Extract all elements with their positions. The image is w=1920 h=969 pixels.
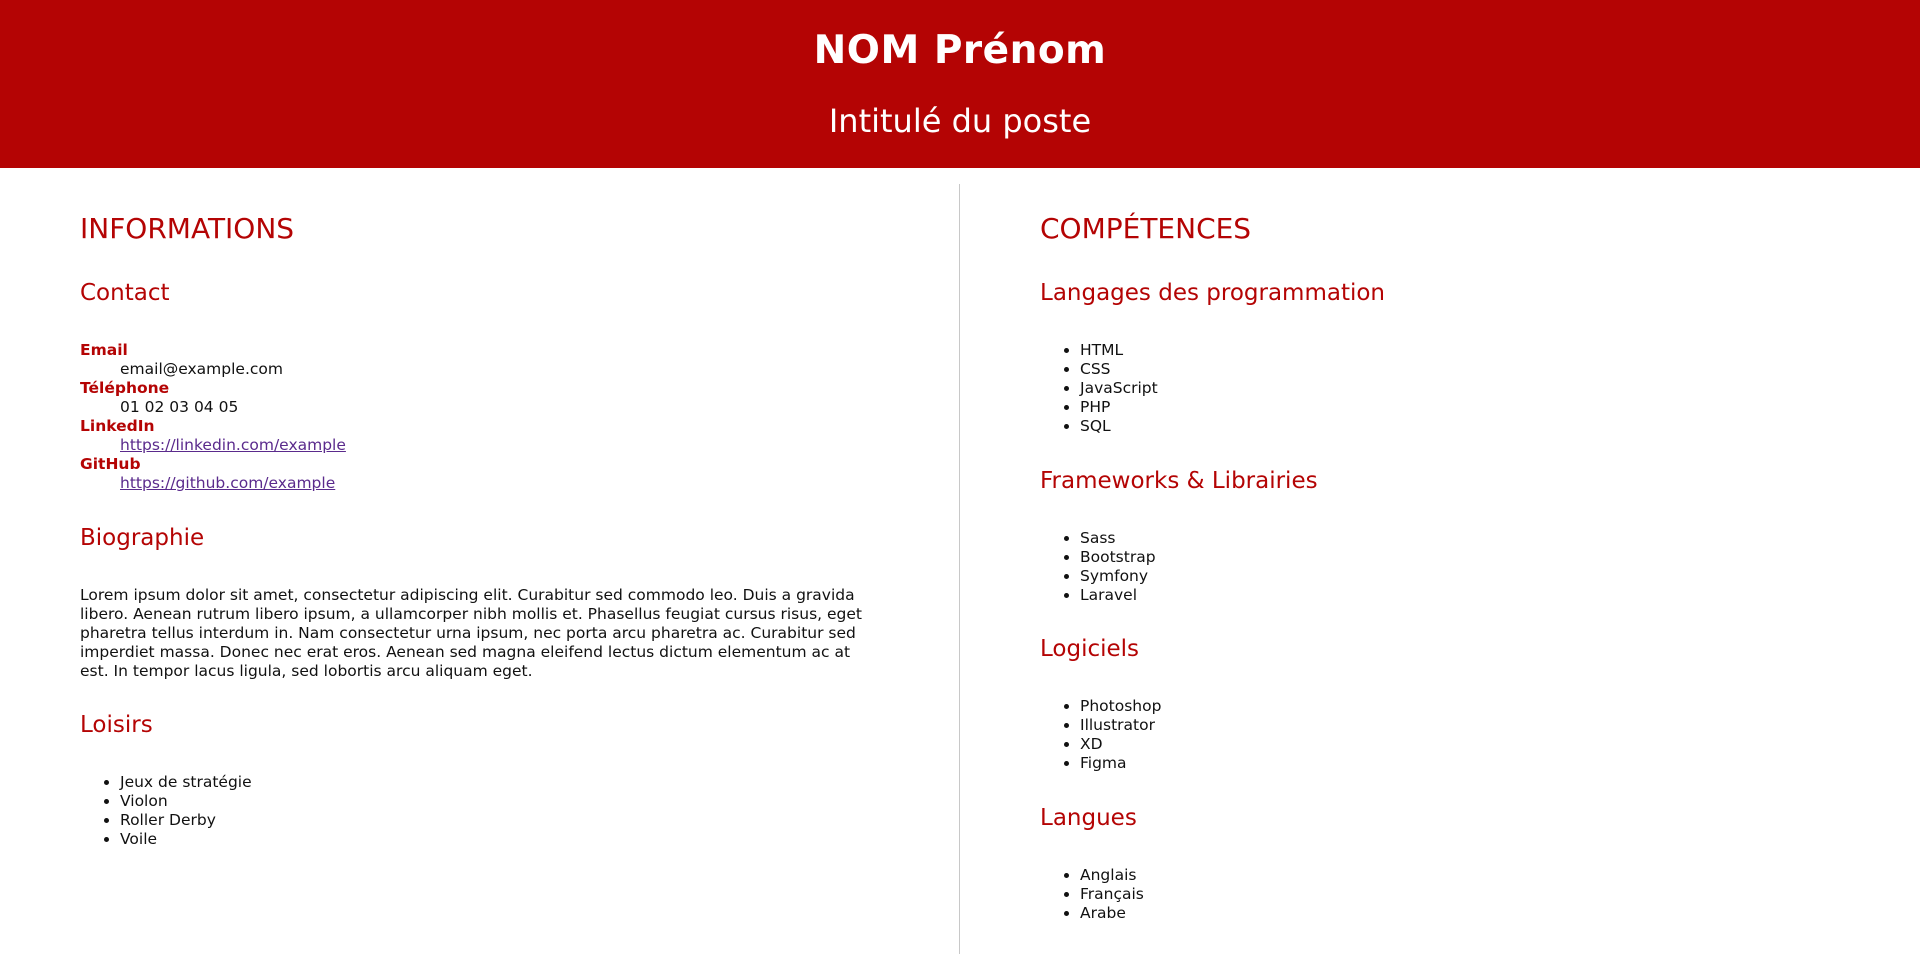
informations-title: INFORMATIONS bbox=[80, 212, 295, 245]
competences-title: COMPÉTENCES bbox=[1040, 212, 1252, 245]
frameworks-list bbox=[1040, 529, 1156, 605]
phone-value: 01 02 03 04 05 bbox=[120, 398, 239, 416]
list-item: • CSS bbox=[1080, 360, 1158, 379]
email-label: Email bbox=[80, 341, 128, 359]
list-item: • Jeux de stratégie bbox=[120, 773, 252, 792]
list-item: • Sass bbox=[1080, 529, 1156, 548]
list-item: • Voile bbox=[120, 830, 252, 849]
list-item: • Anglais bbox=[1080, 866, 1144, 885]
contact-title: Contact bbox=[80, 280, 170, 306]
list-item: • Illustrator bbox=[1080, 716, 1161, 735]
hobbies-list bbox=[80, 773, 252, 849]
linkedin-link[interactable]: https://linkedin.com/example bbox=[120, 436, 346, 454]
software-title: Logiciels bbox=[1040, 636, 1140, 662]
email-value: email@example.com bbox=[120, 360, 283, 378]
spoken-languages-title: Langues bbox=[1040, 805, 1137, 831]
github-label: GitHub bbox=[80, 455, 141, 473]
column-divider bbox=[959, 184, 960, 954]
list-item: • Roller Derby bbox=[120, 811, 252, 830]
contact-list bbox=[80, 341, 346, 493]
software-list bbox=[1040, 697, 1161, 773]
github-item bbox=[120, 474, 346, 493]
job-title: Intitulé du poste bbox=[828, 102, 1092, 140]
list-item: • SQL bbox=[1080, 417, 1158, 436]
list-item: • Symfony bbox=[1080, 567, 1156, 586]
programming-languages-list bbox=[1040, 341, 1158, 436]
biography-title: Biographie bbox=[80, 525, 205, 551]
phone-label: Téléphone bbox=[80, 379, 170, 397]
list-item: • Violon bbox=[120, 792, 252, 811]
list-item: • XD bbox=[1080, 735, 1161, 754]
main-columns bbox=[0, 168, 1920, 969]
linkedin-item bbox=[120, 436, 346, 455]
list-item: • Photoshop bbox=[1080, 697, 1161, 716]
person-name: NOM Prénom bbox=[813, 28, 1107, 73]
list-item: • Figma bbox=[1080, 754, 1161, 773]
list-item: • PHP bbox=[1080, 398, 1158, 417]
github-link[interactable]: https://github.com/example bbox=[120, 474, 336, 492]
list-item: • HTML bbox=[1080, 341, 1158, 360]
frameworks-title: Frameworks & Librairies bbox=[1040, 468, 1318, 494]
list-item: • Bootstrap bbox=[1080, 548, 1156, 567]
biography-text: Lorem ipsum dolor sit amet, consectetur adipiscing elit. Curabitur sed commodo leo. Duis a gravida libero. Aenean rutrum libero ipsum, a ullamcorper nibh mollis et. Phasellus feugiat cursus risus, eget pharetra tellus interdum in. Nam consectetur urna ipsum, nec porta arcu pharetra ac. Curabitur sed imperdiet massa. Donec nec erat eros. Aenean sed magna eleifend lectus dictum elementum ac at est. In tempor lacus ligula, sed lobortis arcu aliquam eget. bbox=[80, 586, 862, 680]
list-item: • Arabe bbox=[1080, 904, 1144, 923]
header-banner bbox=[0, 0, 1920, 168]
linkedin-label: LinkedIn bbox=[80, 417, 155, 435]
programming-languages-title: Langages des programmation bbox=[1040, 280, 1385, 306]
list-item: • Français bbox=[1080, 885, 1144, 904]
list-item: • Laravel bbox=[1080, 586, 1156, 605]
spoken-languages-list bbox=[1040, 866, 1144, 923]
hobbies-title: Loisirs bbox=[80, 712, 153, 738]
list-item: • JavaScript bbox=[1080, 379, 1158, 398]
